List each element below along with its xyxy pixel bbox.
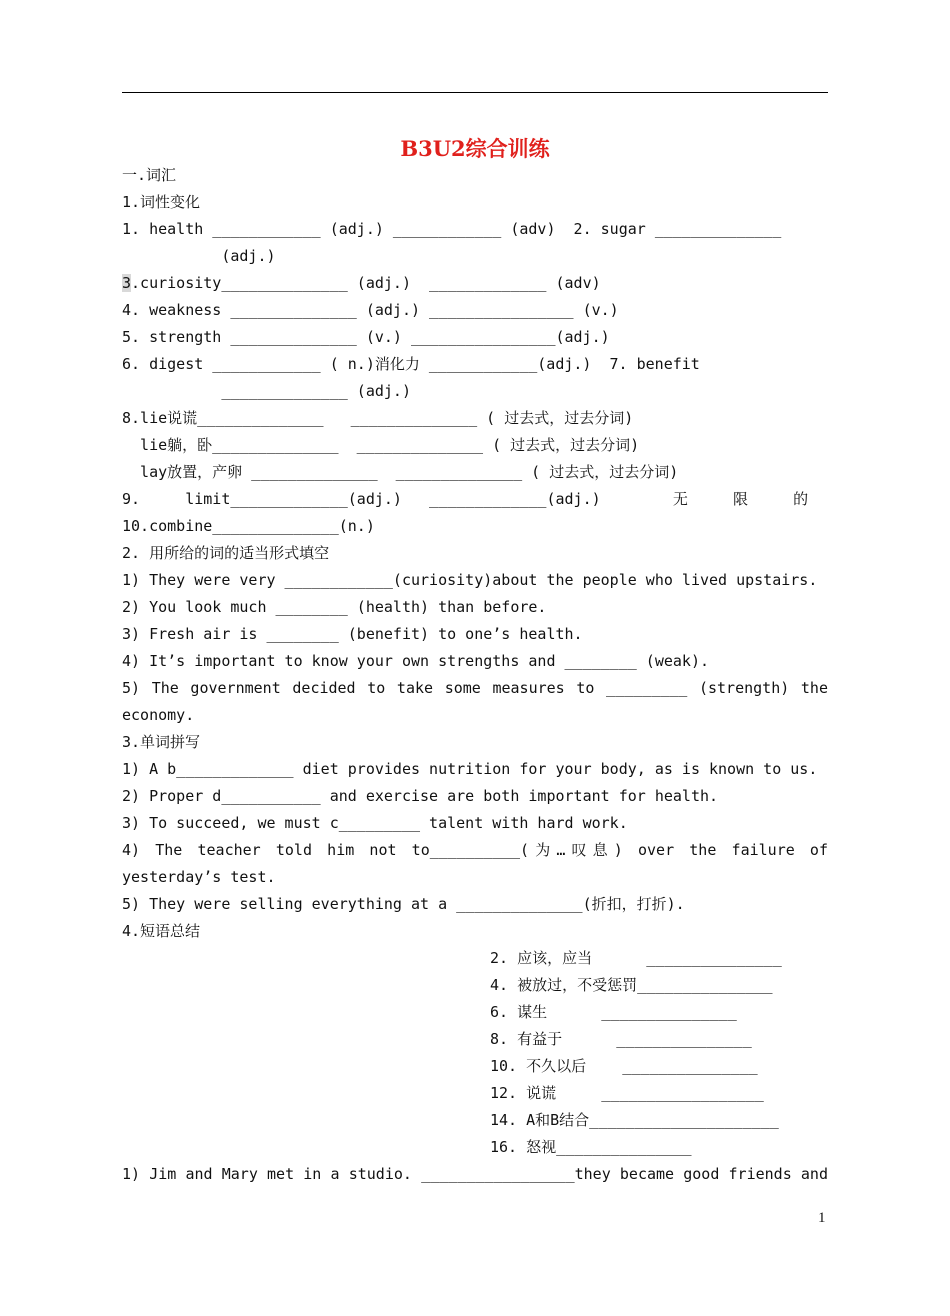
phrase-item: 16. 怒视_______________ — [490, 1138, 692, 1156]
phrase-row — [122, 972, 828, 999]
item-number-highlighted: 3 — [122, 274, 132, 292]
phrase-item: 12. 说谎 __________________ — [490, 1084, 764, 1102]
phrase-row — [122, 1053, 828, 1080]
exercise-line: 5) The government decided to take some measures to _________ (strength) the — [122, 679, 828, 697]
page-number: 1 — [818, 1210, 826, 1226]
phrase-item: 4. 被放过，不受惩罚_______________ — [490, 976, 773, 994]
exercise-line: 5) They were selling everything at a ______________(折扣，打折). — [122, 895, 685, 913]
exercise-line: 4. weakness ______________ (adj.) ________________ (v.) — [122, 301, 619, 319]
phrase-row — [122, 945, 828, 972]
exercise-line: 1) They were very ____________(curiosity)about the people who lived upstairs. — [122, 571, 818, 589]
phrase-row — [122, 1026, 828, 1053]
subsection-word-forms: 1.词性变化 — [122, 193, 201, 211]
phrase-item: 14. A和B结合_____________________ — [490, 1111, 779, 1129]
header-rule — [122, 92, 828, 93]
exercise-line: lie躺，卧______________ ______________ ( 过去式，过去分词) — [122, 436, 640, 454]
exercise-line: (adj.) — [122, 247, 276, 265]
exercise-line: 10.combine______________(n.) — [122, 517, 375, 535]
phrase-row — [122, 999, 828, 1026]
exercise-line: 1) Jim and Mary met in a studio. _________________they became good friends and — [122, 1165, 828, 1183]
exercise-line: 5. strength ______________ (v.) ________________(adj.) — [122, 328, 610, 346]
page-title: B3U2综合训练 — [400, 136, 550, 161]
exercise-line: 9. limit_____________(adj.) _____________(adj.) 无 限 的 — [122, 490, 809, 508]
phrase-row — [122, 1080, 828, 1107]
exercise-line: 3) To succeed, we must c_________ talent with hard work. — [122, 814, 628, 832]
exercise-line: 1) A b_____________ diet provides nutrition for your body, as is known to us. — [122, 760, 818, 778]
phrase-item: 6. 谋生 _______________ — [490, 1003, 737, 1021]
exercise-line: 1. health ____________ (adj.) ____________ (adv) 2. sugar ______________ — [122, 220, 782, 238]
exercise-line: 3) Fresh air is ________ (benefit) to one’s health. — [122, 625, 583, 643]
phrase-row — [122, 1107, 828, 1134]
exercise-line: 2) Proper d___________ and exercise are both important for health. — [122, 787, 719, 805]
exercise-line: 2) You look much ________ (health) than before. — [122, 598, 547, 616]
subsection-fill-forms: 2. 用所给的词的适当形式填空 — [122, 544, 330, 562]
phrase-item: 10. 不久以后 _______________ — [490, 1057, 758, 1075]
exercise-line: 4) It’s important to know your own strengths and ________ (weak). — [122, 652, 709, 670]
exercise-line-text: .curiosity______________ (adj.) _____________ (adv) — [131, 274, 601, 292]
exercise-line: yesterday’s test. — [122, 868, 276, 886]
subsection-phrases: 4.短语总结 — [122, 922, 201, 940]
exercise-line: ______________ (adj.) — [122, 382, 411, 400]
phrase-row — [122, 1134, 828, 1161]
exercise-line: economy. — [122, 706, 195, 724]
section-heading-vocab: 一.词汇 — [122, 166, 177, 184]
exercise-line: 8.lie说谎______________ ______________ ( 过去式，过去分词) — [122, 409, 634, 427]
exercise-line: 6. digest ____________ ( n.)消化力 ____________(adj.) 7. benefit — [122, 355, 700, 373]
phrase-item: 8. 有益于 _______________ — [490, 1030, 752, 1048]
subsection-spelling: 3.单词拼写 — [122, 733, 201, 751]
exercise-line — [122, 270, 828, 297]
exercise-line: lay放置，产卵 ______________ ______________ ( 过去式，过去分词) — [122, 463, 679, 481]
phrase-item: 2. 应该，应当 _______________ — [490, 949, 782, 967]
exercise-line: 4) The teacher told him not to__________(为…叹息) over the failure of — [122, 841, 828, 859]
